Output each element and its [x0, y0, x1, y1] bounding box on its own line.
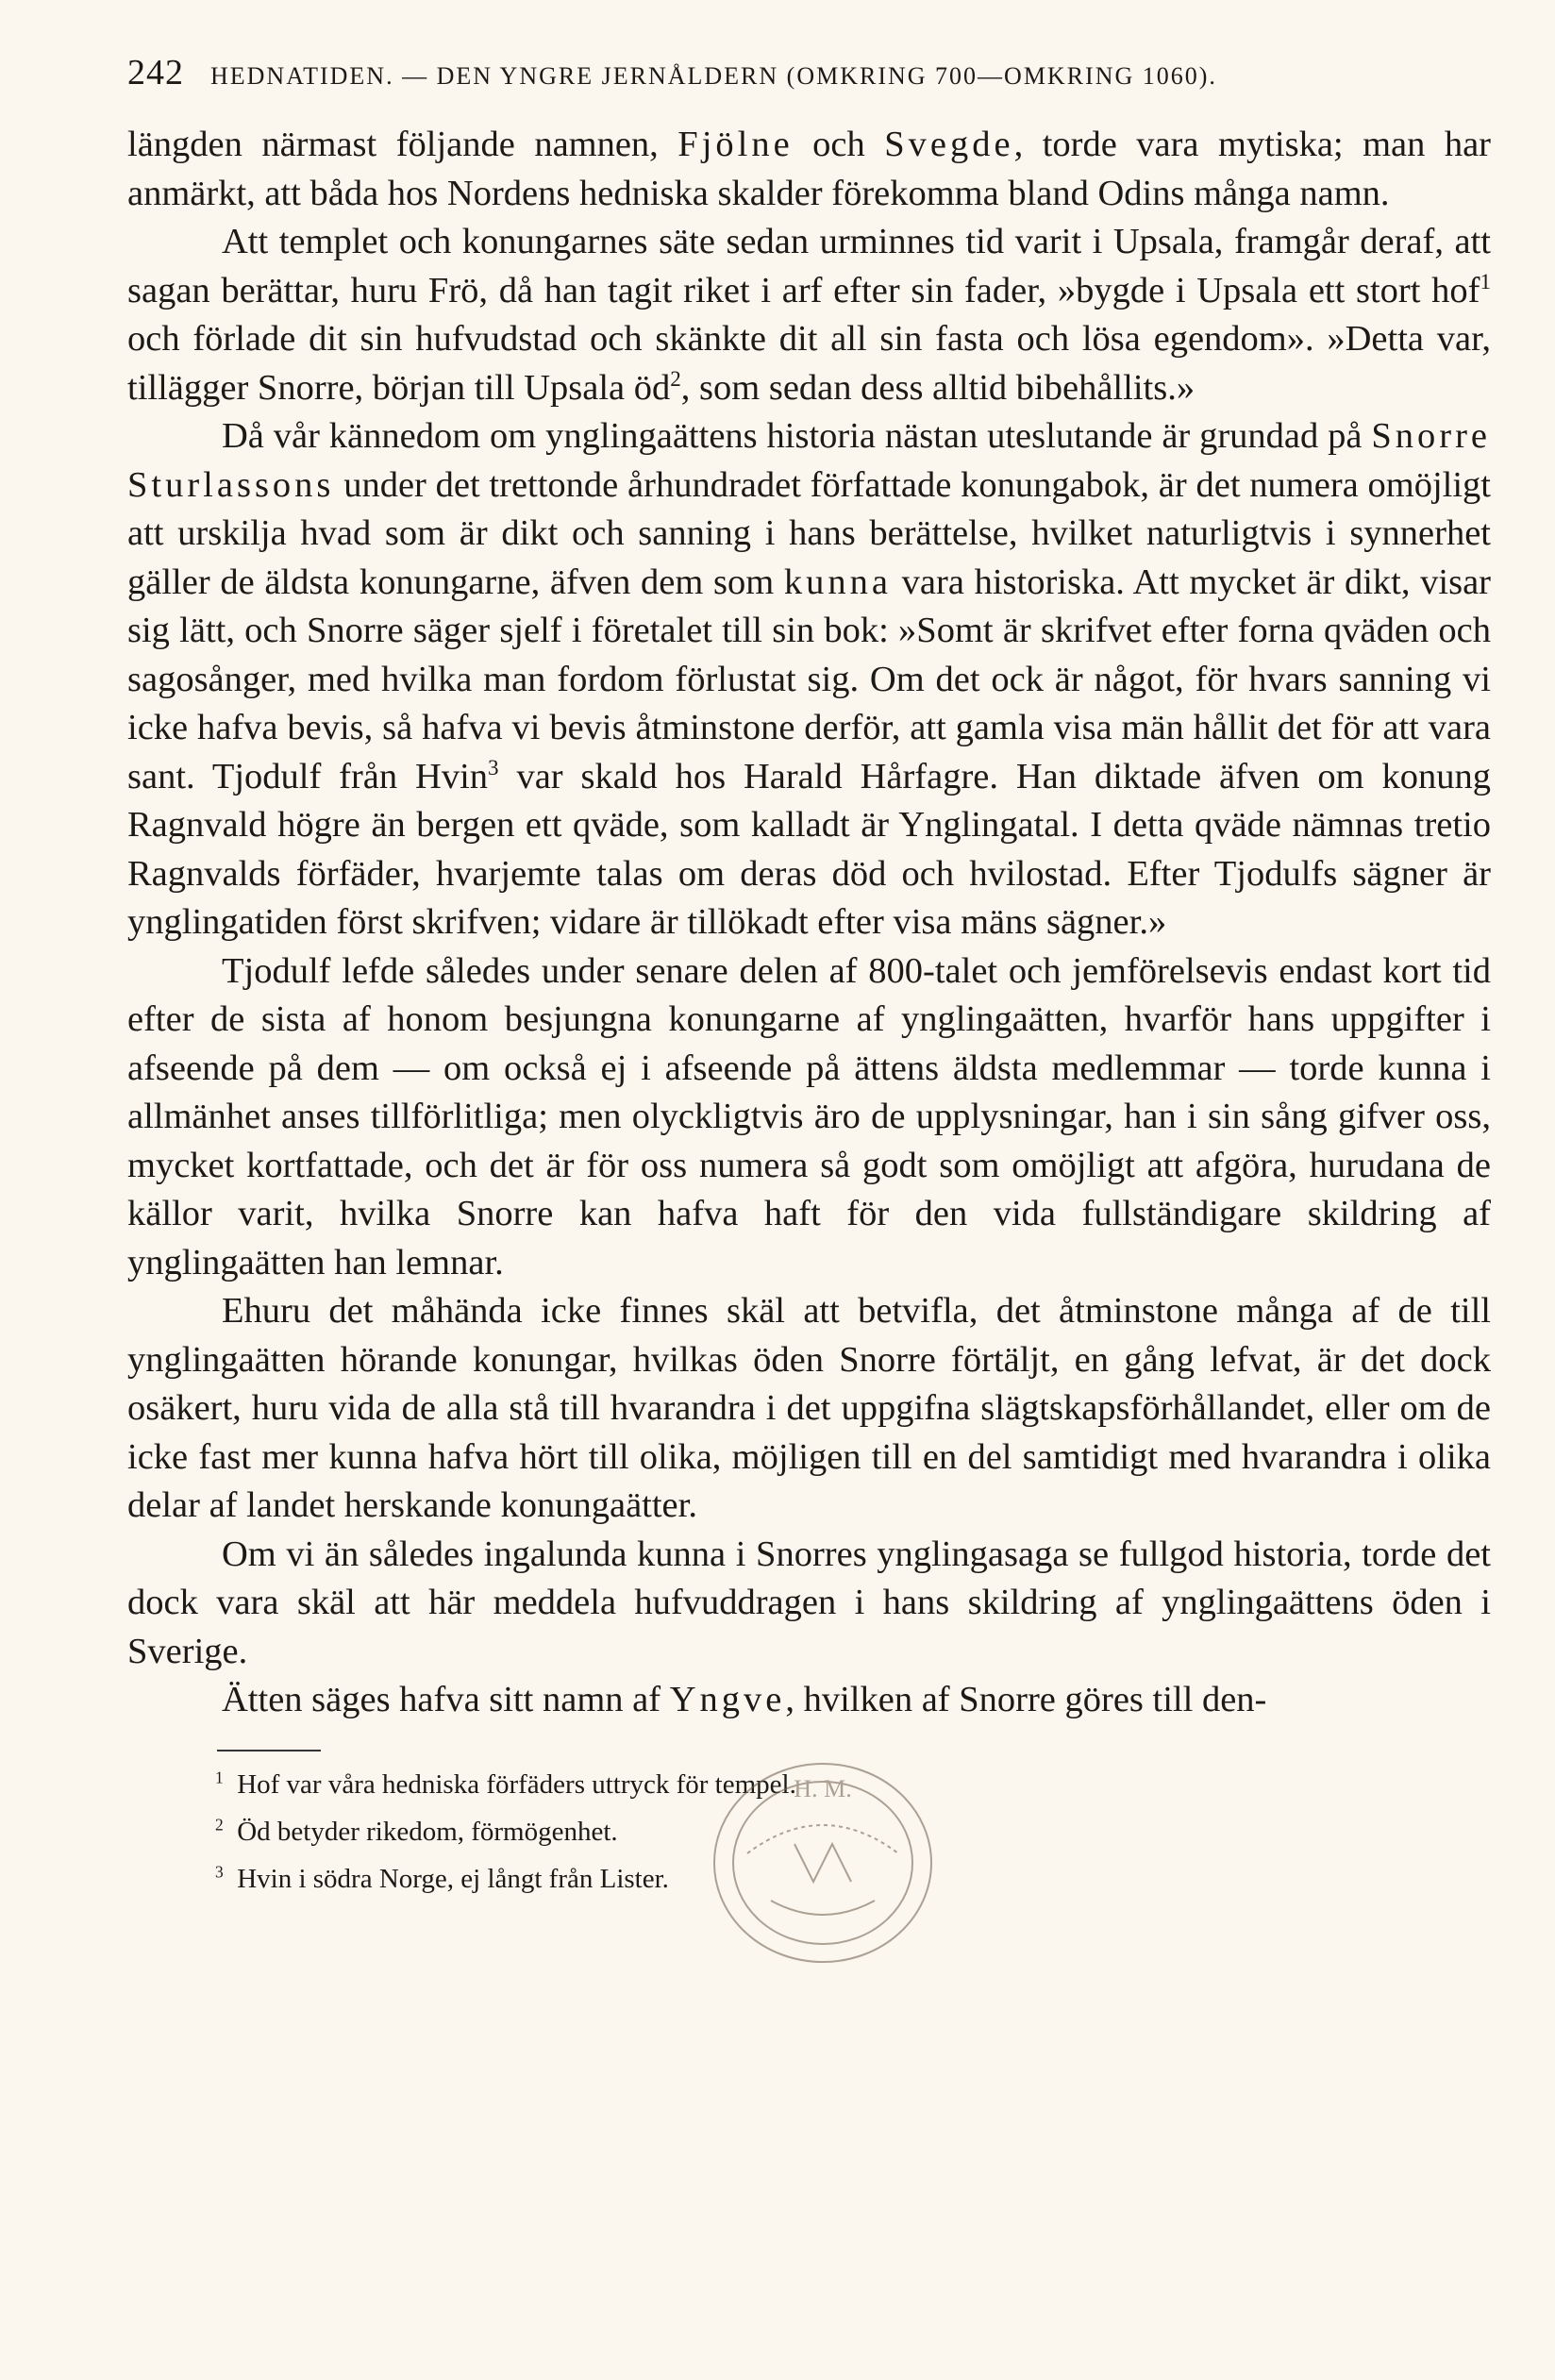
- footnote-number: 3: [215, 1862, 224, 1882]
- page-number: 242: [127, 53, 184, 92]
- text-segment: Om vi än således ingalunda kunna i Snorres ynglingasaga se fullgod historia, torde det dock vara skäl att här meddela hufvuddragen i hans skildring af ynglingaättens öden i Sverige.: [127, 1534, 1491, 1671]
- footnote-text: Hvin i södra Norge, ej långt från Lister.: [237, 1864, 669, 1894]
- text-segment: , som sedan dess alltid bibehållits.»: [680, 367, 1196, 408]
- emphasized-name: kunna: [783, 561, 892, 602]
- paragraph: [127, 121, 1491, 218]
- paragraph: [127, 218, 1491, 412]
- text-segment: Då vår kännedom om ynglingaättens historia nästan uteslutande är grundad på: [222, 416, 1372, 456]
- running-title: HEDNATIDEN. — DEN YNGRE JERNÅLDERN (OMKRING 700—OMKRING 1060).: [210, 62, 1217, 90]
- footnote-reference: 3: [488, 754, 499, 779]
- text-segment: och förlade dit sin hufvudstad och skänkte dit all sin fasta och lösa egendom». »Detta var, tillägger Snorre, början till Upsala öd: [127, 319, 1491, 408]
- text-segment: och: [793, 125, 885, 164]
- footnote-text: Öd betyder rikedom, förmögenhet.: [237, 1817, 618, 1847]
- paragraph: [127, 947, 1491, 1288]
- footnote-divider: [217, 1750, 321, 1751]
- emphasized-name: Fjölne: [677, 125, 794, 164]
- footnote-text: Hof var våra hedniska förfäders uttryck för tempel.: [237, 1769, 796, 1800]
- text-segment: var skald hos Harald Hårfagre. Han diktade äfven om konung Ragnvald högre än bergen ett qväde, som kalladt är Ynglingatal. I detta qväde nämnas tretio Ragnvalds förfäder, hvarjemte talas om deras död och hvilostad. Efter Tjodulfs sägner är ynglingatiden först skrifven; vidare är tillökadt efter visa mäns sägner.»: [127, 756, 1491, 942]
- paragraph: [127, 412, 1491, 947]
- library-stamp-icon: [681, 1740, 964, 1986]
- emphasized-name: Svegde: [884, 125, 1014, 164]
- footnote-reference: 2: [670, 365, 681, 391]
- text-segment: under det trettonde århundradet författade konungabok, är det numera omöjligt att urskilja hvad som är dikt och sanning i hans berättelse, hvilket naturligtvis i synnerhet gäller de äldsta konungarne, äfven dem som: [127, 464, 1491, 602]
- text-segment: Tjodulf lefde således under senare delen af 800-talet och jemförelsevis endast kort tid efter de sista af honom besjungna konungarne af ynglingaätten, hvarför hans uppgifter i afseende på dem — om också ej i afseende på ättens äldsta medlemmar — torde kunna i allmänhet anses tillförlitliga; men olyckligtvis äro de upplysningar, han i sin sång gifver oss, mycket kortfattade, och det är för oss numera så godt som omöjligt att afgöra, hurudana de källor varit, hvilka Snorre kan hafva haft för den vida fullständigare skildring af ynglingaätten han lemnar.: [127, 950, 1491, 1282]
- text-segment: , torde vara mytiska; man har anmärkt, att båda hos Nordens hedniska skalder förekomma bland Odins många namn.: [127, 125, 1492, 213]
- paragraph: [127, 1676, 1491, 1725]
- paragraph: [127, 1531, 1491, 1677]
- text-segment: , hvilken af Snorre göres till den-: [785, 1680, 1267, 1719]
- footnote-number: 1: [215, 1768, 224, 1787]
- paragraph: [127, 1287, 1491, 1531]
- footnote-reference: 1: [1480, 268, 1491, 293]
- body-text: [127, 121, 1491, 1725]
- text-segment: vara historiska. Att mycket är dikt, visar sig lätt, och Snorre säger sjelf i företalet till sin bok: »Somt är skrifvet efter forna qväden och sagosånger, med hvilka man fordom förlustat sig. Om det ock är något, för hvars sanning vi icke hafva bevis, så hafva vi bevis åtminstone derför, att gamla visa män hållit det för att vara sant. Tjodulf från Hvin: [127, 561, 1491, 796]
- emphasized-name: Yngve: [669, 1680, 786, 1719]
- text-segment: Ehuru det måhända icke finnes skäl att betvifla, det åtminstone många af de till ynglingaätten hörande konungar, hvilkas öden Snorre förtäljt, en gång lefvat, är det dock osäkert, huru vida de alla stå till hvarandra i det uppgifna slägtskapsförhållandet, eller om de icke fast mer kunna hafva hört till olika, möjligen till en del samtidigt med hvarandra i olika delar af landet herskande konungaätter.: [127, 1291, 1491, 1525]
- footnote-number: 2: [215, 1815, 224, 1835]
- emphasized-name: Snorre Sturlassons: [127, 416, 1491, 505]
- stamp-text: H. M.: [794, 1775, 852, 1802]
- text-segment: Att templet och konungarnes säte sedan urminnes tid varit i Upsala, framgår deraf, att sagan berättar, huru Frö, då han tagit riket i arf efter sin fader, »bygde i Upsala ett stort hof: [127, 222, 1491, 310]
- text-segment: Ätten säges hafva sitt namn af: [222, 1680, 670, 1719]
- text-segment: längden närmast följande namnen,: [127, 125, 678, 164]
- running-header: [127, 52, 1496, 99]
